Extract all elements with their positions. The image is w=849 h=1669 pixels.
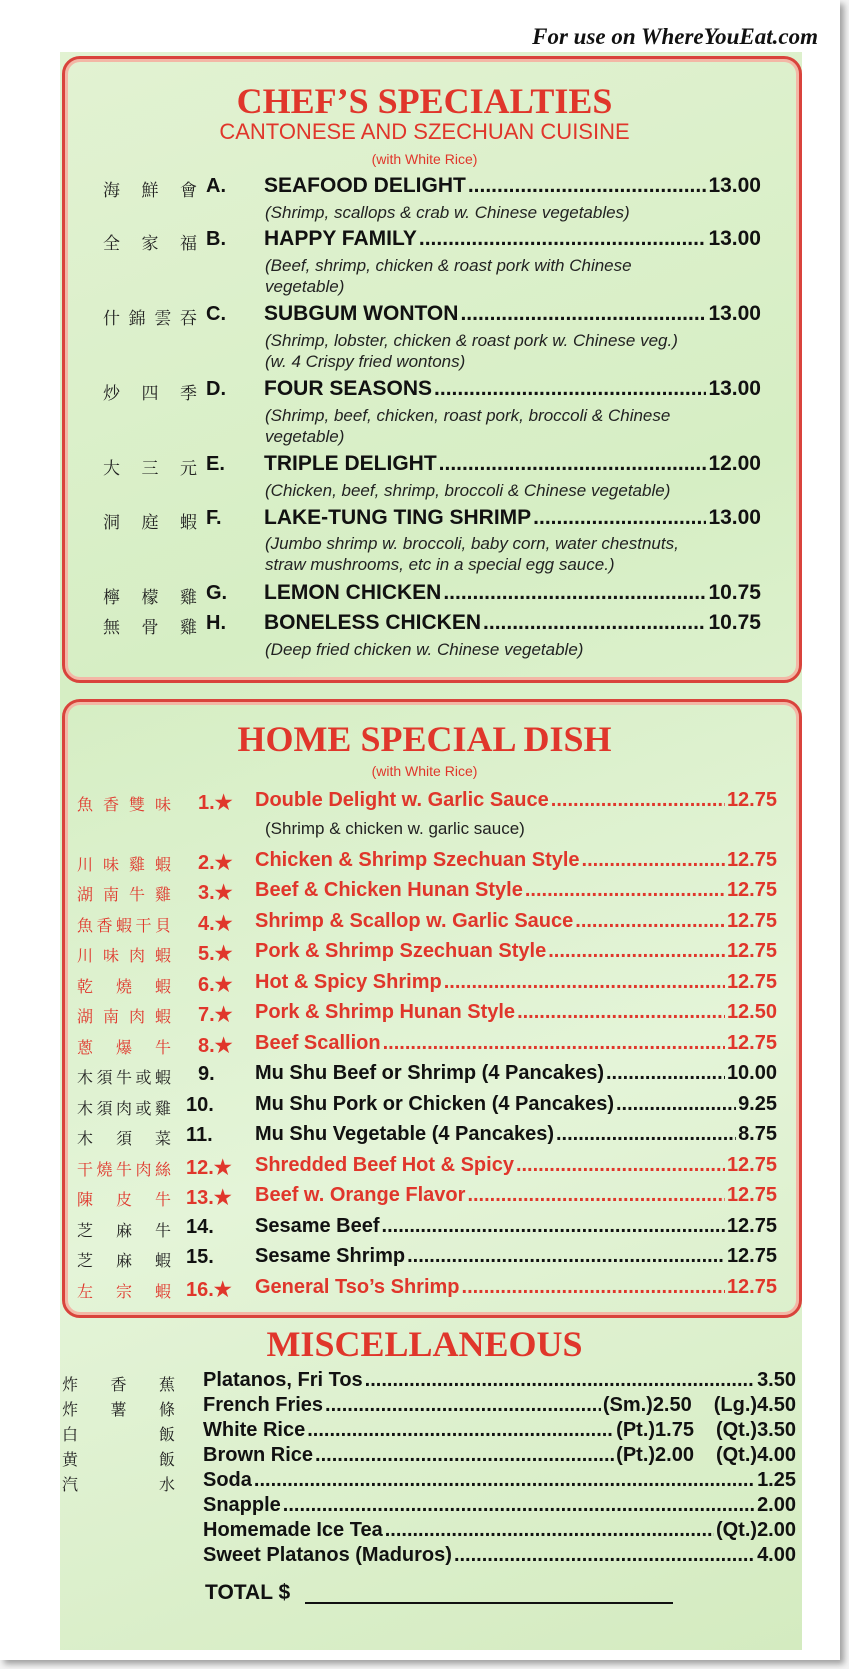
item-name: Shrimp & Scallop w. Garlic Sauce [255,910,574,932]
menu-item-sesame-shrimp [255,1245,777,1268]
item-price: 4.00 [757,1544,796,1566]
item-large-price: (Qt.)4.00 [715,1444,796,1466]
item-number: 7.★ [198,1004,233,1026]
item-code: H. [206,612,226,634]
item-name: Brown Rice [203,1444,314,1466]
item-price: 12.75 [726,879,777,901]
item-code: A. [206,175,226,197]
item-name: Pork & Shrimp Szechuan Style [255,940,547,962]
item-chinese-name: 陳皮牛 [77,1190,171,1209]
chef-title: CHEF’S SPECIALTIES [236,81,613,121]
item-price: 13.00 [708,302,761,325]
item-number: 3.★ [198,882,233,904]
item-description: (Shrimp & chicken w. garlic sauce) [265,819,525,838]
item-name: Homemade Ice Tea [203,1519,383,1541]
item-price: 12.75 [726,789,777,811]
item-price: 12.75 [726,971,777,993]
item-code: G. [206,582,228,604]
item-name: TRIPLE DELIGHT [264,452,437,475]
item-small-price: (Pt.)1.75 [616,1419,694,1441]
item-description: (Jumbo shrimp w. broccoli, baby corn, water chestnuts, straw mushrooms, etc in a special egg sauce.) [265,534,679,574]
item-price: 10.75 [708,611,761,634]
item-price: 12.75 [726,1154,777,1176]
item-name: Pork & Shrimp Hunan Style [255,1001,516,1023]
item-number: 10. [186,1094,214,1116]
item-name: Mu Shu Beef or Shrimp (4 Pancakes) [255,1062,604,1084]
item-description: (Chicken, beef, shrimp, broccoli & Chinese vegetable) [265,481,671,500]
menu-item-shrimp-scallop-garlic [255,910,777,933]
menu-item-triple-delight [264,452,761,476]
menu-item-mu-shu-pork-chicken [255,1093,777,1116]
item-chinese-name: 全家福 [103,234,197,254]
menu-item-seafood-delight [264,174,761,198]
item-name: Beef w. Orange Flavor [255,1184,466,1206]
item-chinese-name: 川味肉蝦 [77,946,171,965]
item-chinese-name: 白飯 [62,1425,175,1444]
item-chinese-name: 檸檬雞 [103,588,197,608]
chef-subtitle: CANTONESE AND SZECHUAN CUISINE [219,119,630,144]
item-price: 3.50 [757,1369,796,1391]
item-chinese-name: 魚香雙味 [77,795,171,814]
item-chinese-name: 芝麻蝦 [77,1251,171,1270]
item-chinese-name: 川味雞蝦 [77,855,171,874]
misc-item-platanos [203,1369,796,1392]
menu-item-general-tso-shrimp [255,1276,777,1299]
menu-item-pork-shrimp-szechuan [255,940,777,963]
item-chinese-name: 干燒牛肉絲 [77,1160,171,1179]
item-chinese-name: 汽水 [62,1475,175,1494]
misc-item-sweet-platanos [203,1544,796,1567]
item-chinese-name: 魚香蝦干貝 [77,916,171,935]
misc-item-snapple [203,1494,796,1517]
item-price: (Qt.)2.00 [715,1519,796,1541]
menu-item-beef-scallion [255,1032,777,1055]
menu-item-beef-orange-flavor [255,1184,777,1207]
item-small-price: (Pt.)2.00 [616,1444,694,1466]
misc-title: MISCELLANEOUS [266,1324,583,1364]
menu-item-double-delight [255,789,777,812]
item-name: General Tso’s Shrimp [255,1276,460,1298]
item-chinese-name: 海鮮會 [103,181,197,201]
item-price: 12.00 [708,452,761,475]
item-number: 11. [186,1124,213,1146]
item-number: 16.★ [186,1279,232,1301]
menu-item-happy-family [264,227,761,251]
item-number: 2.★ [198,852,233,874]
item-name: Hot & Spicy Shrimp [255,971,442,993]
item-chinese-name: 什錦雲吞 [103,309,197,329]
item-chinese-name: 木須菜 [77,1129,171,1148]
item-chinese-name: 炸香蕉 [62,1375,175,1394]
misc-item-ice-tea [203,1519,796,1542]
item-chinese-name: 左宗蝦 [77,1282,171,1301]
item-code: B. [206,228,226,250]
item-name: Sesame Beef [255,1215,380,1237]
misc-item-brown-rice [203,1444,796,1467]
item-number: 4.★ [198,913,233,935]
item-name: French Fries [203,1394,324,1416]
misc-item-white-rice [203,1419,796,1442]
item-description: (Deep fried chicken w. Chinese vegetable) [265,640,584,659]
item-code: E. [206,453,225,475]
menu-item-chicken-shrimp-szechuan [255,849,777,872]
item-name: Mu Shu Pork or Chicken (4 Pancakes) [255,1093,614,1115]
item-number: 14. [186,1216,214,1238]
item-chinese-name: 芝麻牛 [77,1221,171,1240]
total-label: TOTAL $ [205,1581,291,1604]
item-name: Soda [203,1469,252,1491]
item-code: F. [206,507,222,529]
item-large-price: (Lg.)4.50 [713,1394,796,1416]
item-chinese-name: 無骨雞 [103,618,197,638]
item-price: 12.75 [726,849,777,871]
item-name: LEMON CHICKEN [264,581,442,604]
chef-note: (with White Rice) [371,151,478,167]
item-price: 12.75 [726,1184,777,1206]
item-name: White Rice [203,1419,306,1441]
item-chinese-name: 乾燒蝦 [77,977,171,996]
item-price: 13.00 [708,377,761,400]
home-note: (with White Rice) [371,763,478,779]
item-description: (Shrimp, beef, chicken, roast pork, broccoli & Chinese vegetable) [265,406,671,446]
item-chinese-name: 黄飯 [62,1450,175,1469]
item-name: Sweet Platanos (Maduros) [203,1544,452,1566]
menu-item-mu-shu-beef-shrimp [255,1062,777,1085]
item-number: 9. [198,1063,215,1085]
menu-item-pork-shrimp-hunan [255,1001,777,1024]
item-number: 1.★ [198,792,233,814]
item-name: Double Delight w. Garlic Sauce [255,789,549,811]
menu-item-hot-spicy-shrimp [255,971,777,994]
item-name: SUBGUM WONTON [264,302,459,325]
item-large-price: (Qt.)3.50 [715,1419,796,1441]
misc-item-french-fries [203,1394,796,1417]
item-number: 6.★ [198,974,233,996]
item-chinese-name: 炸薯條 [62,1400,175,1419]
item-name: Beef Scallion [255,1032,381,1054]
menu-item-sesame-beef [255,1215,777,1238]
item-chinese-name: 蔥爆牛 [77,1038,171,1057]
item-name: Platanos, Fri Tos [203,1369,363,1391]
home-title: HOME SPECIAL DISH [237,719,612,759]
item-price: 12.75 [726,940,777,962]
item-name: SEAFOOD DELIGHT [264,174,466,197]
item-price: 10.00 [726,1062,777,1084]
item-price: 2.00 [757,1494,796,1516]
item-price: 8.75 [738,1123,777,1145]
menu-item-shredded-beef [255,1154,777,1177]
misc-item-soda [203,1469,796,1492]
menu-item-mu-shu-vegetable [255,1123,777,1146]
item-price: 12.75 [726,1032,777,1054]
menu-item-subgum-wonton [264,302,761,326]
item-name: BONELESS CHICKEN [264,611,482,634]
item-price: 13.00 [708,506,761,529]
item-name: Snapple [203,1494,281,1516]
item-chinese-name: 湖南牛雞 [77,885,171,904]
item-price: 13.00 [708,174,761,197]
item-price: 12.75 [726,1276,777,1298]
item-name: Chicken & Shrimp Szechuan Style [255,849,580,871]
item-price: 12.75 [726,1215,777,1237]
item-price: 10.75 [708,581,761,604]
item-name: Shredded Beef Hot & Spicy [255,1154,514,1176]
menu-item-beef-chicken-hunan [255,879,777,902]
item-code: C. [206,303,226,325]
item-name: FOUR SEASONS [264,377,433,400]
item-number: 15. [186,1246,214,1268]
item-code: D. [206,378,226,400]
menu-item-lemon-chicken [264,581,761,605]
item-price: 13.00 [708,227,761,250]
item-number: 13.★ [186,1187,232,1209]
watermark: For use on WhereYouEat.com [532,24,818,49]
menu-item-boneless-chicken [264,611,761,635]
item-chinese-name: 木須牛或蝦 [77,1068,171,1087]
menu-item-four-seasons [264,377,761,401]
item-chinese-name: 炒四季 [103,384,197,404]
item-description: (Shrimp, lobster, chicken & roast pork w. Chinese veg.) (w. 4 Crispy fried wontons) [265,331,678,371]
item-price: 1.25 [757,1469,796,1491]
item-name: Mu Shu Vegetable (4 Pancakes) [255,1123,554,1145]
menu-item-lake-tung-ting-shrimp [264,506,761,530]
item-small-price: (Sm.)2.50 [602,1394,692,1416]
item-description: (Shrimp, scallops & crab w. Chinese vegetables) [265,203,630,222]
item-price: 12.75 [726,910,777,932]
item-price: 9.25 [738,1093,777,1115]
item-chinese-name: 木須肉或雞 [77,1099,171,1118]
item-name: Beef & Chicken Hunan Style [255,879,523,901]
item-name: HAPPY FAMILY [264,227,417,250]
item-number: 12.★ [186,1157,232,1179]
total-line[interactable] [305,1602,673,1604]
item-description: (Beef, shrimp, chicken & roast pork with Chinese vegetable) [265,256,632,296]
item-number: 8.★ [198,1035,233,1057]
item-name: Sesame Shrimp [255,1245,406,1267]
item-price: 12.75 [726,1245,777,1267]
item-chinese-name: 大三元 [103,459,197,479]
item-name: LAKE-TUNG TING SHRIMP [264,506,532,529]
item-number: 5.★ [198,943,233,965]
item-price: 12.50 [726,1001,777,1023]
item-chinese-name: 湖南肉蝦 [77,1007,171,1026]
item-chinese-name: 洞庭蝦 [103,513,197,533]
